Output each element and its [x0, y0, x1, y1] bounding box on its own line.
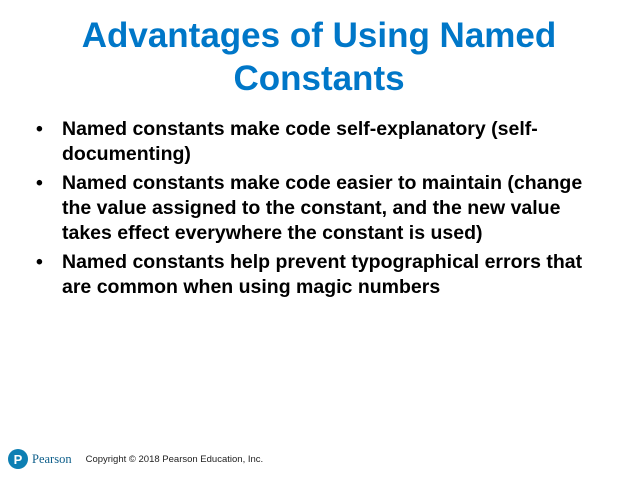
bullet-icon: •	[36, 172, 43, 194]
bullet-icon: •	[36, 118, 43, 140]
bullet-item	[36, 250, 596, 300]
bullet-item	[36, 171, 596, 246]
pearson-logo-icon: P	[8, 449, 28, 469]
bullet-list	[36, 117, 596, 304]
bullet-text: Named constants help prevent typographical errors that are common when using magic numbers	[62, 251, 583, 298]
bullet-text: Named constants make code easier to maintain (change the value assigned to the constant, and the new value takes effect everywhere the constant is used)	[62, 172, 583, 244]
pearson-wordmark: Pearson	[32, 451, 72, 466]
bullet-text: Named constants make code self-explanatory (self-documenting)	[62, 118, 538, 165]
bullet-icon: •	[36, 251, 43, 273]
bullet-item	[36, 117, 596, 167]
footer	[8, 447, 263, 471]
slide-title: Advantages of Using Named Constants	[81, 16, 557, 98]
copyright-text: Copyright © 2018 Pearson Education, Inc.	[85, 453, 264, 465]
